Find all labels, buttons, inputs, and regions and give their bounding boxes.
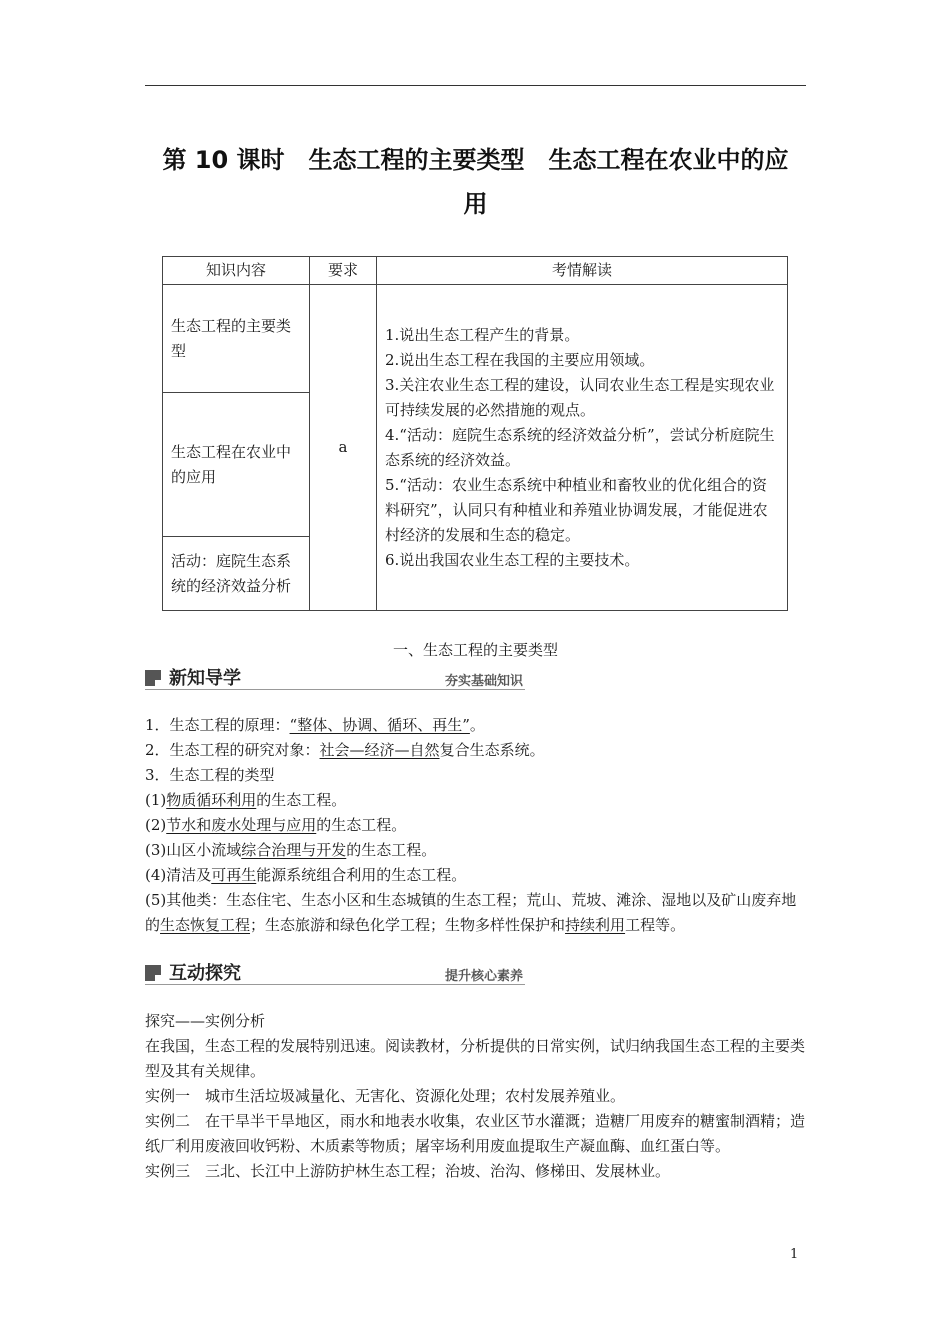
- bar-label: 互动探究: [169, 963, 241, 984]
- point-1: 1.说出生态工程产生的背景。: [385, 325, 580, 344]
- knowledge-cell: 活动：庭院生态系统的经济效益分析: [163, 537, 310, 611]
- bar-subtitle: 夯实基础知识: [444, 674, 523, 689]
- explore-heading: 探究——实例分析: [145, 1012, 266, 1030]
- knowledge-cell: 生态工程的主要类型: [163, 285, 310, 393]
- header-interpretation: 考情解读: [377, 257, 788, 285]
- section-bar-new-knowledge: [145, 667, 525, 690]
- case-1: 实例一 城市生活垃圾减量化、无害化、资源化处理；农村发展养殖业。: [145, 1087, 626, 1105]
- case-2: 实例二 在干旱半干旱地区，雨水和地表水收集，农业区节水灌溉；造糖厂用废弃的糖蜜制酒精；造纸厂利用废液回收钙粉、木质素等物质；屠宰场利用废血提取生产凝血酶、血红蛋白等。: [145, 1112, 806, 1155]
- point-4: 4.“活动：庭院生态系统的经济效益分析”，尝试分析庭院生态系统的经济效益。: [385, 425, 775, 469]
- list-item: 2．生态工程的研究对象：社会—经济—自然复合生态系统。: [145, 741, 545, 759]
- table-header-row: [163, 257, 788, 285]
- header-requirement: 要求: [310, 257, 377, 285]
- point-2: 2.说出生态工程在我国的主要应用领域。: [385, 350, 655, 369]
- explore-intro: 在我国，生态工程的发展特别迅速。阅读教材，分析提供的日常实例，试归纳我国生态工程的主要类型及其有关规律。: [145, 1037, 806, 1080]
- requirements-table: [162, 256, 788, 611]
- requirement-cell: a: [310, 285, 377, 611]
- page-number: 1: [790, 1247, 799, 1262]
- list-item: (1)物质循环利用的生态工程。: [145, 791, 347, 809]
- list-item: 3．生态工程的类型: [145, 766, 275, 784]
- interpretation-cell: [377, 285, 788, 611]
- title-line-2: 用: [463, 190, 488, 218]
- title-line-1: 第 10 课时 生态工程的主要类型 生态工程在农业中的应: [162, 146, 789, 174]
- header-knowledge: 知识内容: [163, 257, 310, 285]
- list-item: (5)其他类：生态住宅、生态小区和生态城镇的生态工程；荒山、荒坡、滩涂、湿地以及矿山废弃地的生态恢复工程；生态旅游和绿色化学工程；生物多样性保护和持续利用工程等。: [145, 891, 797, 934]
- list-item: 1．生态工程的原理：“整体、协调、循环、再生”。: [145, 716, 485, 734]
- knowledge-cell: 生态工程在农业中的应用: [163, 393, 310, 537]
- list-item: (3)山区小流域综合治理与开发的生态工程。: [145, 841, 437, 859]
- bar-subtitle: 提升核心素养: [444, 969, 523, 984]
- point-5: 5.“活动：农业生态系统中种植业和畜牧业的优化组合的资料研究”，认同只有种植业和养殖业协调发展，才能促进农村经济的发展和生态的稳定。: [385, 475, 768, 544]
- list-item: (2)节水和废水处理与应用的生态工程。: [145, 816, 407, 834]
- case-3: 实例三 三北、长江中上游防护林生态工程；治坡、治沟、修梯田、发展林业。: [145, 1162, 671, 1180]
- point-6: 6.说出我国农业生态工程的主要技术。: [385, 550, 640, 569]
- knowledge-list: [145, 713, 806, 938]
- header-rule: [145, 85, 806, 86]
- bar-label: 新知导学: [169, 668, 241, 689]
- square-icon: [145, 670, 161, 686]
- list-item: (4)清洁及可再生能源系统组合利用的生态工程。: [145, 866, 467, 884]
- section-bar-interactive-explore: [145, 962, 525, 985]
- square-icon: [145, 965, 161, 981]
- explore-section: [145, 1009, 806, 1184]
- point-3: 3.关注农业生态工程的建设，认同农业生态工程是实现农业可持续发展的必然措施的观点。: [385, 375, 775, 419]
- table-row: [163, 285, 788, 393]
- section-heading: 一、生态工程的主要类型: [392, 641, 558, 659]
- page-title: [145, 138, 806, 226]
